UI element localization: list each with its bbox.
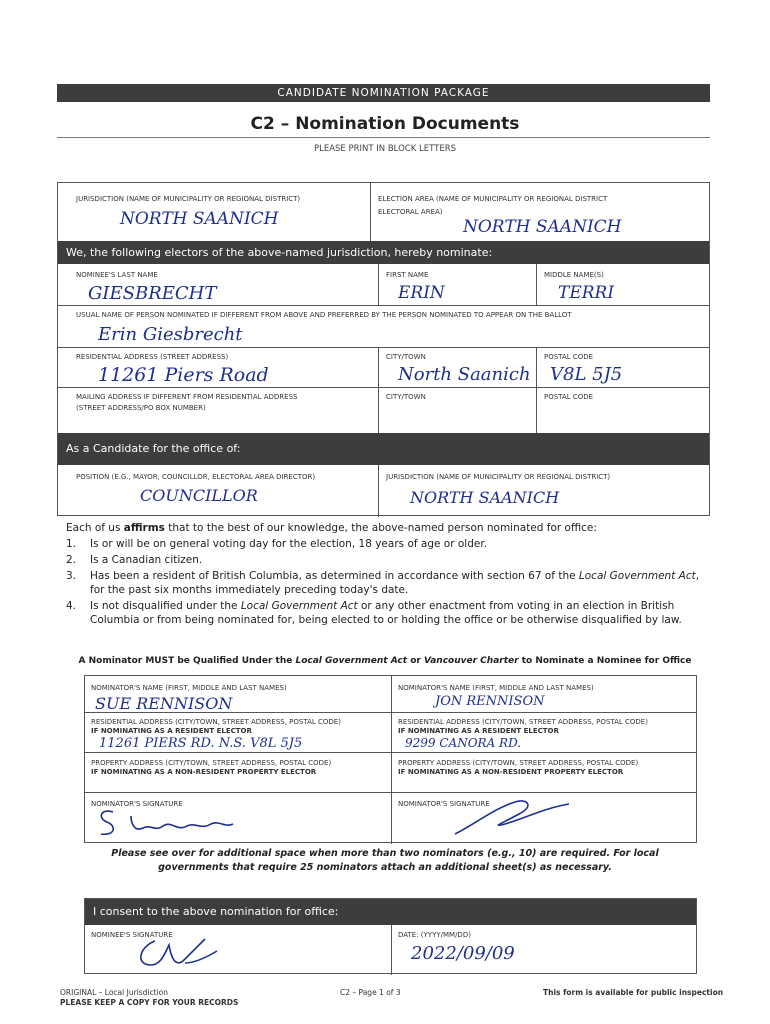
page-subtitle: PLEASE PRINT IN BLOCK LETTERS bbox=[313, 144, 457, 154]
usual-name-value[interactable]: Erin Giesbrecht bbox=[98, 324, 243, 345]
affirmation-item-1: 1. Is or will be on general voting day for the election, 18 years of age or older. bbox=[66, 538, 488, 550]
nominee-signature[interactable] bbox=[125, 933, 235, 973]
right-res-address-label: RESIDENTIAL ADDRESS (CITY/TOWN, STREET ADDRESS, POSTAL CODE) bbox=[398, 718, 648, 726]
last-name-label: NOMINEE'S LAST NAME bbox=[76, 271, 158, 279]
candidate-office-bar: As a Candidate for the office of: bbox=[58, 433, 709, 465]
affirmation-item-4: 4. Is not disqualified under the Local Government Act or any other enactment from voting in an election in British Columbia or from being nominated for, being elected to or holding the office or be otherwise disqualified by law. bbox=[66, 600, 682, 626]
consent-section bbox=[84, 898, 697, 974]
left-res-address-value[interactable]: 11261 PIERS RD. N.S. V8L 5J5 bbox=[99, 736, 303, 751]
jurisdiction-value[interactable]: NORTH SAANICH bbox=[120, 209, 279, 229]
nominators-section bbox=[84, 675, 697, 843]
affirmation-intro: Each of us affirms that to the best of our knowledge, the above-named person nominated for office: bbox=[66, 522, 597, 534]
mailing-postal-label: POSTAL CODE bbox=[544, 393, 594, 401]
footer-right: This form is available for public inspection bbox=[543, 988, 724, 997]
position-jurisdiction-value[interactable]: NORTH SAANICH bbox=[410, 488, 560, 507]
date-label: DATE: (YYYY/MM/DD) bbox=[398, 931, 471, 939]
city-label: CITY/TOWN bbox=[386, 353, 426, 361]
affirmation-item-2: 2. Is a Canadian citizen. bbox=[66, 554, 203, 566]
footer-left: ORIGINAL – Local Jurisdiction PLEASE KEEP A COPY FOR YOUR RECORDS bbox=[60, 988, 239, 1007]
left-prop-address-label: PROPERTY ADDRESS (CITY/TOWN, STREET ADDRESS, POSTAL CODE) bbox=[91, 759, 332, 767]
nominator-qualification: A Nominator MUST be Qualified Under the Local Government Act or Vancouver Charter to Nominate a Nominee for Office bbox=[78, 656, 692, 666]
right-signature-label: NOMINATOR'S SIGNATURE bbox=[398, 800, 490, 808]
additional-nominators-note: Please see over for additional space when more than two nominators (e.g., 10) are required. For local governments that require 25 nominators attach an additional sheet(s) as necessary. bbox=[111, 848, 659, 873]
first-name-value[interactable]: ERIN bbox=[398, 283, 445, 303]
right-prop-elector-label: IF NOMINATING AS A NON-RESIDENT PROPERTY ELECTOR bbox=[398, 768, 624, 776]
package-banner: CANDIDATE NOMINATION PACKAGE bbox=[57, 84, 710, 102]
usual-name-label: USUAL NAME OF PERSON NOMINATED IF DIFFERENT FROM ABOVE AND PREFERRED BY THE PERSON NOMINATED TO APPEAR ON THE BALLOT bbox=[76, 311, 572, 319]
nominee-signature-label: NOMINEE'S SIGNATURE bbox=[91, 931, 173, 939]
middle-name-label: MIDDLE NAME(S) bbox=[544, 271, 604, 279]
first-name-label: FIRST NAME bbox=[386, 271, 429, 279]
electoral-area-label: ELECTORAL AREA) bbox=[378, 208, 443, 216]
jurisdiction-label: JURISDICTION (NAME OF MUNICIPALITY OR REGIONAL DISTRICT) bbox=[76, 195, 301, 203]
left-nominator-name[interactable]: SUE RENNISON bbox=[95, 694, 233, 713]
left-nominator-signature[interactable] bbox=[91, 802, 271, 842]
postal-code-label: POSTAL CODE bbox=[544, 353, 594, 361]
page-title: C2 – Nomination Documents bbox=[250, 114, 520, 134]
mailing-address-sublabel: (STREET ADDRESS/PO BOX NUMBER) bbox=[76, 404, 206, 412]
mailing-city-label: CITY/TOWN bbox=[386, 393, 426, 401]
right-res-address-value[interactable]: 9299 CANORA RD. bbox=[405, 736, 522, 750]
right-nominator-name[interactable]: JON RENNISON bbox=[435, 694, 545, 709]
right-res-elector-label: IF NOMINATING AS A RESIDENT ELECTOR bbox=[398, 727, 559, 735]
right-prop-address-label: PROPERTY ADDRESS (CITY/TOWN, STREET ADDRESS, POSTAL CODE) bbox=[398, 759, 639, 767]
postal-code-value[interactable]: V8L 5J5 bbox=[550, 364, 623, 385]
title-divider bbox=[57, 137, 710, 138]
right-nominator-name-label: NOMINATOR'S NAME (FIRST, MIDDLE AND LAST NAMES) bbox=[398, 684, 594, 692]
left-res-address-label: RESIDENTIAL ADDRESS (CITY/TOWN, STREET ADDRESS, POSTAL CODE) bbox=[91, 718, 341, 726]
position-value[interactable]: COUNCILLOR bbox=[140, 486, 258, 505]
affirmation-item-3: 3. Has been a resident of British Columbia, as determined in accordance with section 67 of the Local Government Act, for the past six months immediately preceding today's date. bbox=[66, 570, 700, 596]
right-nominator-signature[interactable] bbox=[445, 794, 585, 840]
residential-address-label: RESIDENTIAL ADDRESS (STREET ADDRESS) bbox=[76, 353, 229, 361]
nominee-section bbox=[57, 182, 710, 516]
mailing-address-label: MAILING ADDRESS IF DIFFERENT FROM RESIDENTIAL ADDRESS bbox=[76, 393, 298, 401]
position-label: POSITION (E.G., MAYOR, COUNCILLOR, ELECTORAL AREA DIRECTOR) bbox=[76, 473, 316, 481]
consent-bar: I consent to the above nomination for office: bbox=[85, 899, 696, 925]
left-signature-label: NOMINATOR'S SIGNATURE bbox=[91, 800, 183, 808]
election-area-label: ELECTION AREA (NAME OF MUNICIPALITY OR REGIONAL DISTRICT bbox=[378, 195, 608, 203]
footer-page-number: C2 – Page 1 of 3 bbox=[340, 988, 401, 997]
left-prop-elector-label: IF NOMINATING AS A NON-RESIDENT PROPERTY ELECTOR bbox=[91, 768, 317, 776]
affirmation-text bbox=[66, 521, 716, 627]
last-name-value[interactable]: GIESBRECHT bbox=[88, 283, 217, 304]
left-nominator-name-label: NOMINATOR'S NAME (FIRST, MIDDLE AND LAST NAMES) bbox=[91, 684, 287, 692]
position-jurisdiction-label: JURISDICTION (NAME OF MUNICIPALITY OR REGIONAL DISTRICT) bbox=[386, 473, 611, 481]
left-res-elector-label: IF NOMINATING AS A RESIDENT ELECTOR bbox=[91, 727, 252, 735]
date-value[interactable]: 2022/09/09 bbox=[411, 943, 515, 964]
middle-name-value[interactable]: TERRI bbox=[558, 283, 615, 303]
election-area-value[interactable]: NORTH SAANICH bbox=[463, 217, 622, 237]
nominate-bar: We, the following electors of the above-named jurisdiction, hereby nominate: bbox=[58, 241, 709, 264]
residential-address-value[interactable]: 11261 Piers Road bbox=[98, 364, 269, 386]
city-value[interactable]: North Saanich bbox=[398, 364, 531, 385]
